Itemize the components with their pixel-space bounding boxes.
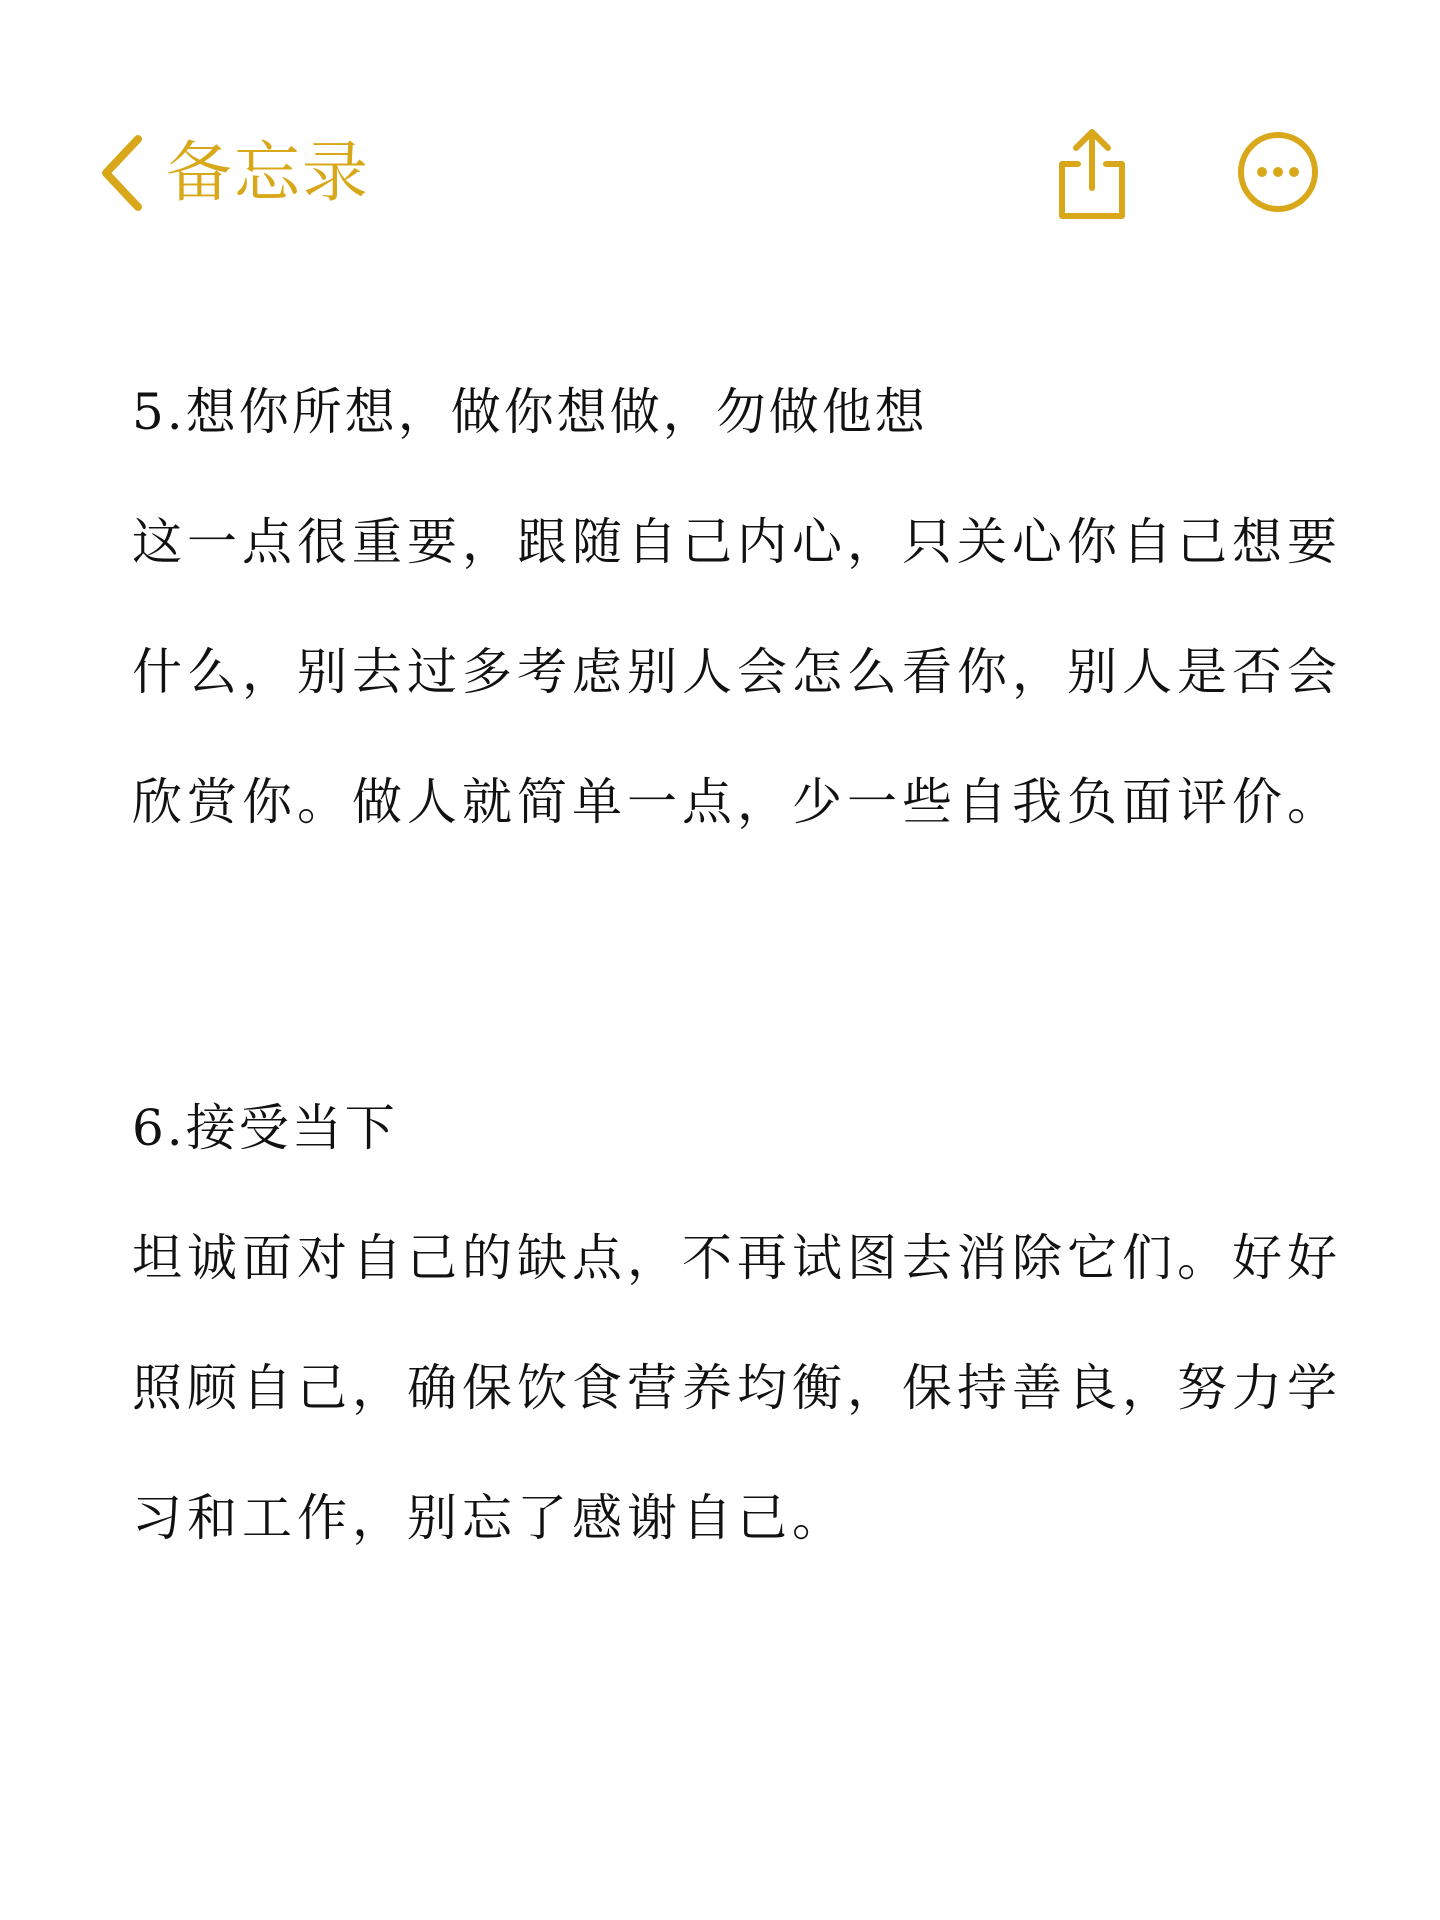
ellipsis-circle-icon	[1236, 130, 1320, 214]
section-5-line-2: 什么，别去过多考虑别人会怎么看你，别人是否会	[132, 643, 1342, 701]
section-heading-5: 5.想你所想，做你想做，勿做他想	[132, 383, 928, 441]
share-button[interactable]	[1052, 126, 1132, 226]
chevron-left-icon	[96, 133, 148, 213]
section-5-line-1: 这一点很重要，跟随自己内心，只关心你自己想要	[132, 513, 1342, 571]
section-6-line-3: 习和工作，别忘了感谢自己。	[132, 1489, 847, 1547]
navigation-bar	[0, 0, 1440, 260]
section-6-line-2: 照顾自己，确保饮食营养均衡，保持善良，努力学	[132, 1359, 1342, 1417]
back-button[interactable]	[96, 128, 370, 218]
back-button-label: 备忘录	[166, 134, 370, 211]
section-6-line-1: 坦诚面对自己的缺点，不再试图去消除它们。好好	[132, 1229, 1342, 1287]
more-options-button[interactable]	[1236, 130, 1320, 214]
share-icon	[1052, 126, 1132, 226]
section-heading-6: 6.接受当下	[132, 1099, 398, 1157]
section-5-line-3: 欣赏你。做人就简单一点，少一些自我负面评价。	[132, 773, 1342, 831]
